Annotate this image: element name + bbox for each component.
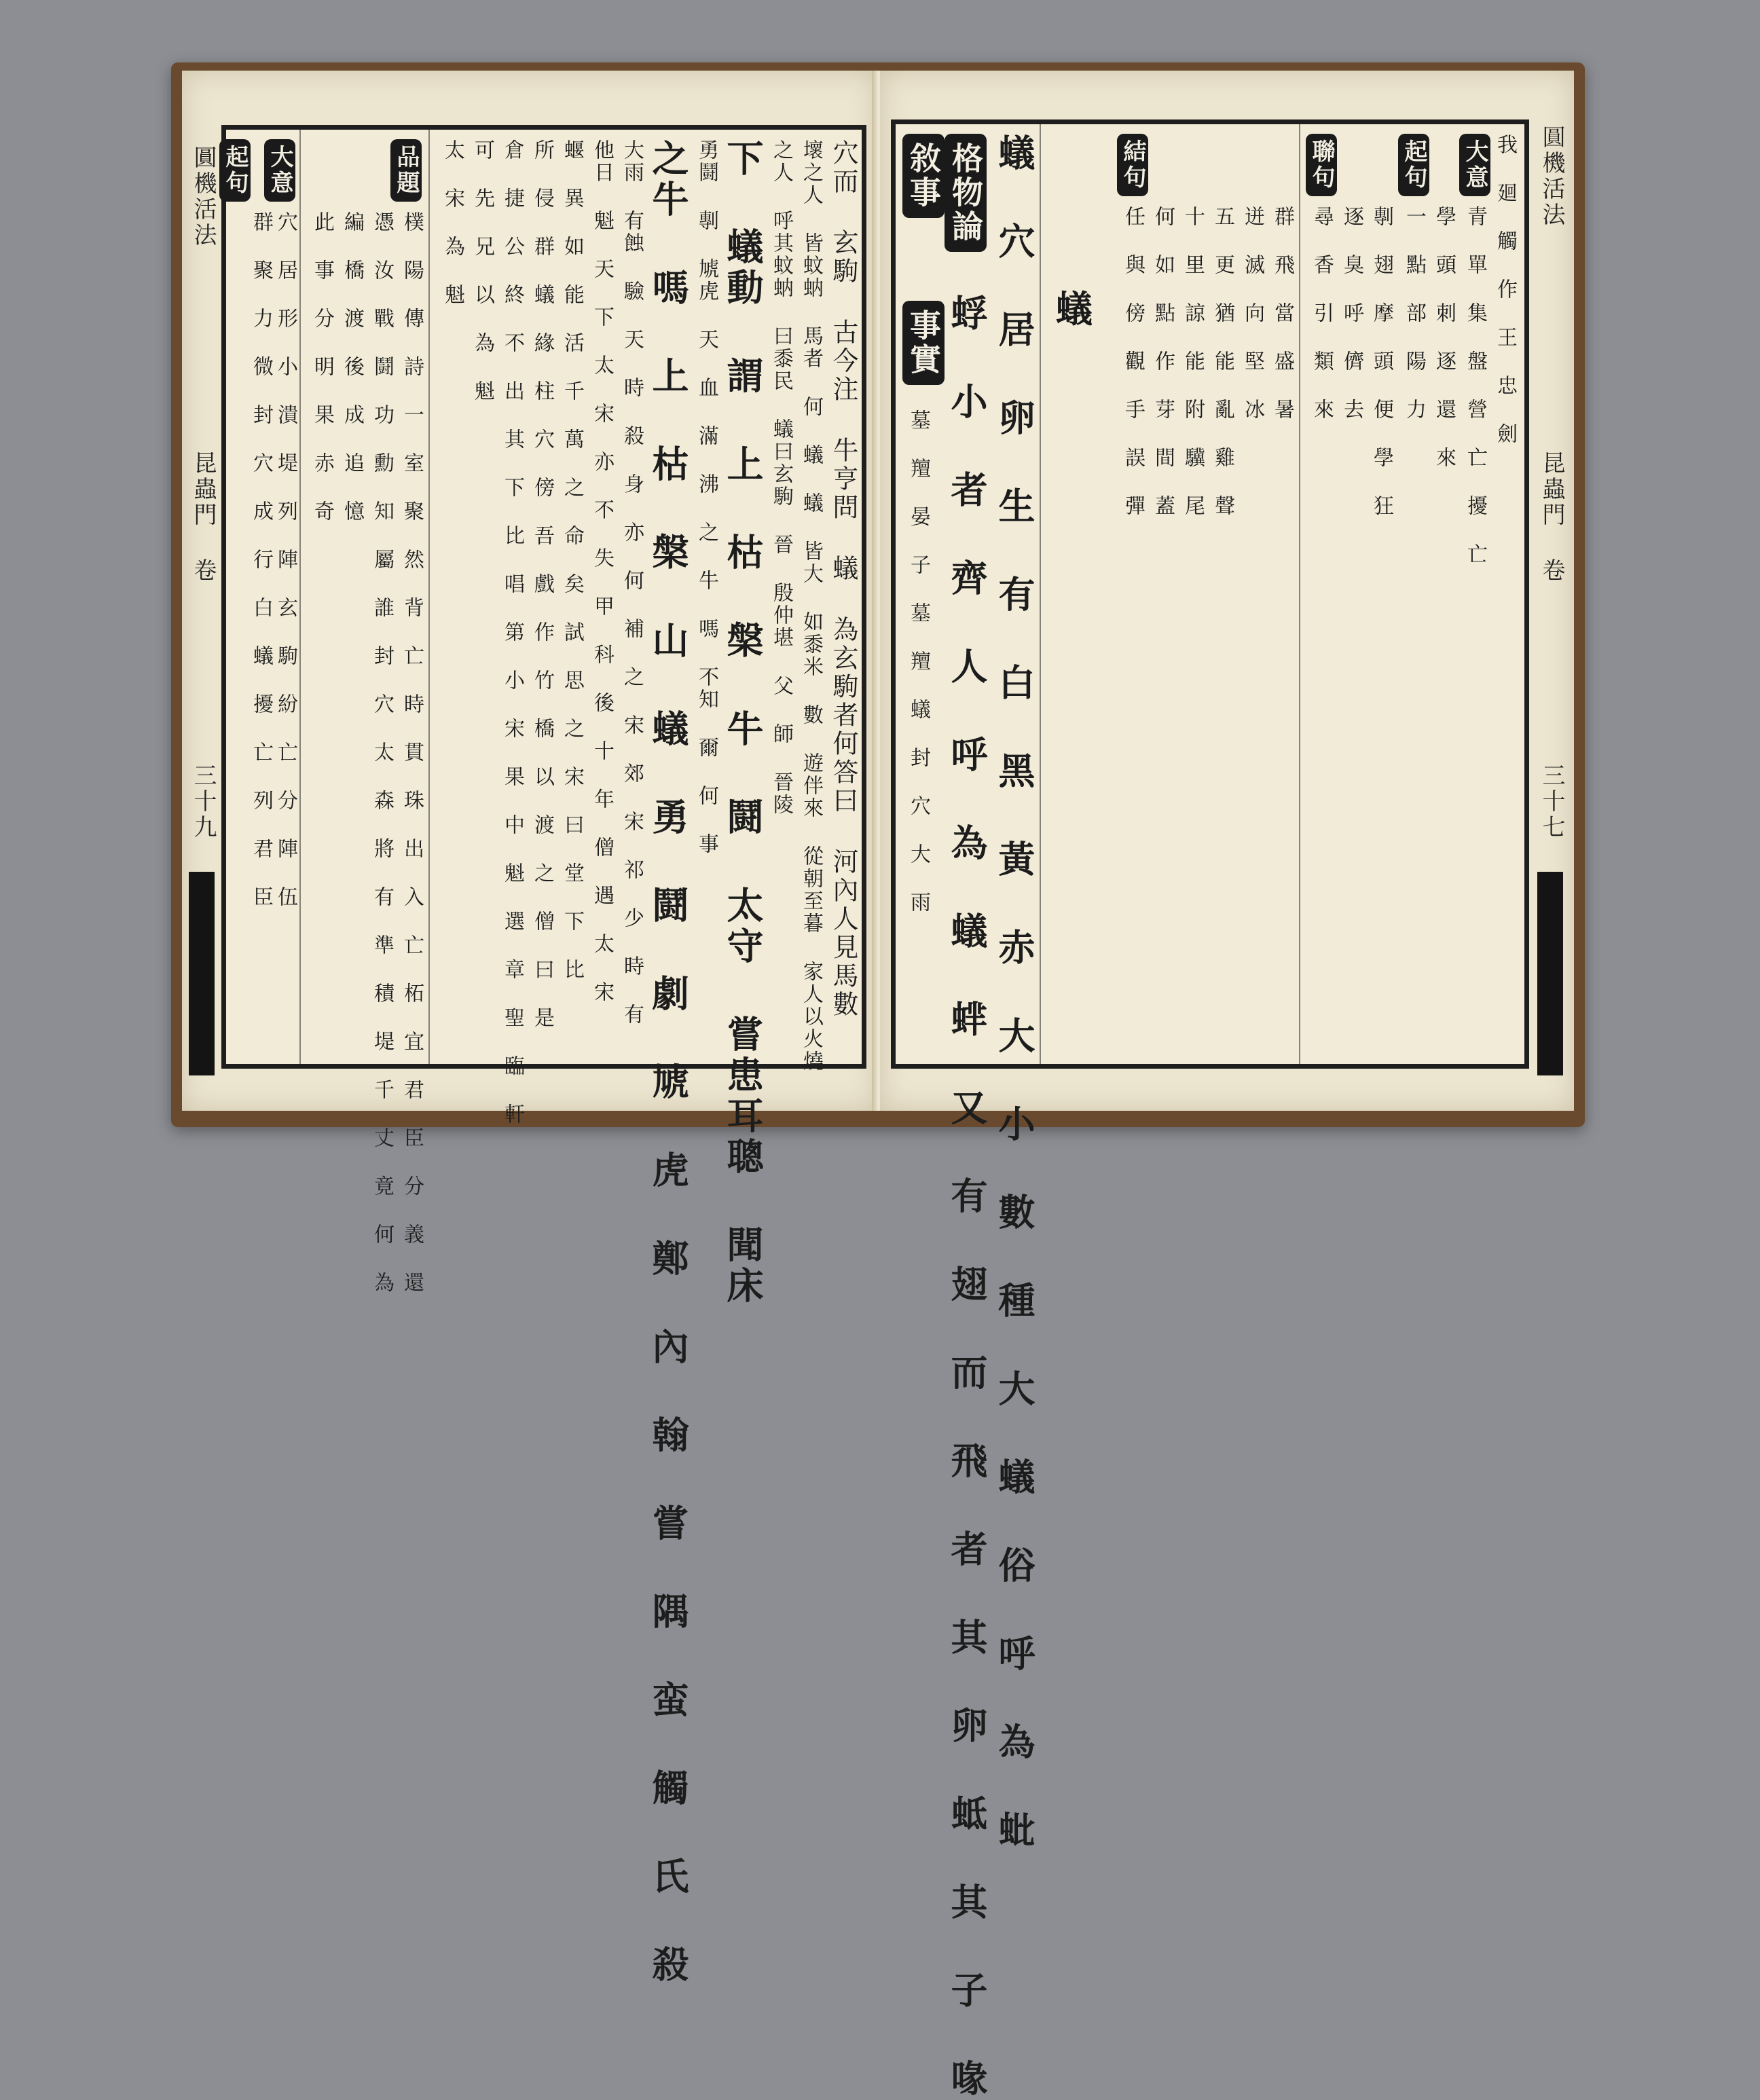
left-column: 倉 捷 公 終 不 出 其 下 比 唱 第 小 宋 果 中 魁 選 章 聖 臨 軒 bbox=[500, 139, 524, 1126]
left-column: 壞之人 皆蚊蚋 馬者 何 蟻 蟻 皆大 如黍米 數 遊伴來 從朝至暮 家人以火燒 bbox=[799, 139, 823, 1073]
right-margin-title: 圓機活法 bbox=[1538, 125, 1565, 228]
left-column: 太 宋 為 魁 bbox=[441, 139, 464, 306]
jieju-column: 何 如 點 作 芽 間 蓋 bbox=[1151, 206, 1175, 517]
left-column: 之人 呼其蚊蚋 曰黍民 蟻曰玄駒 晉 殷仲堪 父 師 晉陵 bbox=[769, 139, 793, 816]
left-page bbox=[182, 71, 876, 1986]
section-divider bbox=[428, 130, 430, 1064]
jieju-column: 迸 滅 向 堅 冰 bbox=[1241, 206, 1264, 421]
left-column: 他日 魁 天 下 太 宋 亦 不 失 甲 科 後 十 年 僧 遇 太 宋 bbox=[590, 139, 614, 1003]
jieju-column: 十 里 諒 能 附 驥 尾 bbox=[1181, 206, 1205, 517]
jieju-column: 五 更 猶 能 亂 雞 聲 bbox=[1211, 206, 1234, 517]
left-column: 可 先 兄 以 為 魁 bbox=[471, 139, 494, 403]
section-label-qiju: 起句 bbox=[219, 139, 251, 202]
section-divider bbox=[1299, 124, 1300, 1064]
left-column: 大雨 有蝕 驗 天 時 殺 身 亦 何 補 之 宋 郊 宋 祁 少 時 有 bbox=[620, 139, 644, 1026]
section-label-xushi: 敘事 bbox=[902, 134, 945, 218]
left-column: 所 侵 群 蟻 緣 柱 穴 傍 吾 戲 作 竹 橋 以 渡 之 僧 曰 是 bbox=[530, 139, 554, 1029]
lianju-column: 剸 翅 摩 頭 便 學 狂 bbox=[1370, 206, 1393, 517]
left-margin-title: 圓機活法 bbox=[189, 145, 217, 248]
right-page bbox=[880, 71, 1574, 2100]
section-label-shishi: 事實 bbox=[902, 301, 945, 385]
right-margin-volume: 昆蟲門 卷 bbox=[1538, 451, 1565, 584]
left-column: 蝘 異 如 能 活 千 萬 之 命 矣 試 思 之 宋 曰 堂 下 比 bbox=[560, 139, 584, 981]
lianju-column: 逐 臭 呼 儕 去 bbox=[1340, 206, 1363, 421]
daiyi-column: 穴 居 形 小 潰 堤 列 陣 玄 駒 紛 亡 分 陣 伍 bbox=[274, 211, 297, 908]
gewu-column: 蟻 穴 居 卵 生 有 白 黑 黃 赤 大 小 數 種 大 蟻 俗 呼 為 蚍 bbox=[993, 134, 1036, 1852]
jieju-column: 任 與 傍 觀 手 誤 彈 bbox=[1121, 206, 1145, 517]
left-margin-folio: 三十九 bbox=[189, 763, 217, 841]
section-label-gewu: 格物論 bbox=[945, 134, 987, 252]
section-label-pinti: 品題 bbox=[390, 139, 422, 202]
right-margin-bar bbox=[1537, 872, 1563, 1075]
pinti-column: 憑 汝 戰 鬪 功 勳 知 屬 誰 封 穴 太 森 將 有 準 積 堤 千 丈 竟 何 為 bbox=[370, 211, 394, 1294]
left-column: 之牛 嗎 上 枯 槃 山 蟻 勇 鬪 劇 虓 虎 鄭 內 翰 嘗 隅 蛮 觸 氏 殺 bbox=[646, 139, 690, 1986]
section-divider bbox=[299, 130, 301, 1064]
left-margin-bar bbox=[189, 872, 215, 1075]
daiyi-column: 群 聚 力 微 封 穴 成 行 白 蟻 擾 亡 列 君 臣 bbox=[249, 211, 273, 908]
gewu-column: 蜉 小 者 齊 人 呼 為 蟻 蝆 又 有 翅 而 飛 者 其 卵 蚳 其 子 喙 bbox=[945, 294, 989, 2100]
shishi-column: 墓 羶 晏 子 墓 羶 蟻 封 穴 大 雨 bbox=[906, 409, 930, 914]
pinti-column: 此 事 分 明 果 赤 奇 bbox=[310, 211, 334, 523]
section-label-lianju: 聯句 bbox=[1306, 134, 1337, 196]
section-label-daiyi: 大意 bbox=[264, 139, 295, 202]
section-label-jieju: 結句 bbox=[1117, 134, 1148, 196]
pinti-column: 編 橋 渡 後 成 追 憶 bbox=[340, 211, 364, 523]
left-column: 穴而 玄駒 古今注 牛亨問 蟻 為玄駒者何答曰 河內人見馬數 bbox=[828, 139, 858, 1019]
lianju-column: 尋 香 引 類 來 bbox=[1310, 206, 1334, 421]
entry-heading: 蟻 bbox=[1056, 287, 1093, 331]
qiju-column: 一 點 部 陽 力 bbox=[1402, 206, 1426, 421]
qiju-column: 學 頭 刺 逐 還 來 bbox=[1432, 206, 1456, 469]
left-text-frame bbox=[221, 125, 866, 1986]
jieju-column: 群 飛 當 盛 暑 bbox=[1270, 206, 1294, 421]
pinti-column: 樸 陽 傳 詩 一 室 聚 然 背 亡 時 貫 珠 出 入 亡 柘 宜 君 臣 分 義 還 bbox=[400, 211, 424, 1294]
right-margin-folio: 三十七 bbox=[1538, 763, 1565, 841]
daiyi-column: 青 單 集 盤 營 亡 擾 亡 bbox=[1463, 206, 1487, 566]
left-margin-volume: 昆蟲門 卷 bbox=[189, 451, 217, 584]
right-text-frame bbox=[891, 119, 1529, 2100]
left-column: 下 蟻動 謂 上 枯 槃 牛 鬪 太守 嘗患耳聰 聞床 bbox=[721, 139, 765, 1307]
section-divider bbox=[1040, 124, 1041, 1064]
section-label-qiju-right: 起句 bbox=[1398, 134, 1429, 196]
left-column: 勇鬪 剸 虓虎 天 血 滿 沸 之 牛 嗎 不知 爾 何 事 bbox=[695, 139, 718, 855]
section-label-daiyi-right: 大意 bbox=[1459, 134, 1490, 196]
top-column: 我 廻 觸 作 王 忠 劍 bbox=[1493, 134, 1517, 445]
